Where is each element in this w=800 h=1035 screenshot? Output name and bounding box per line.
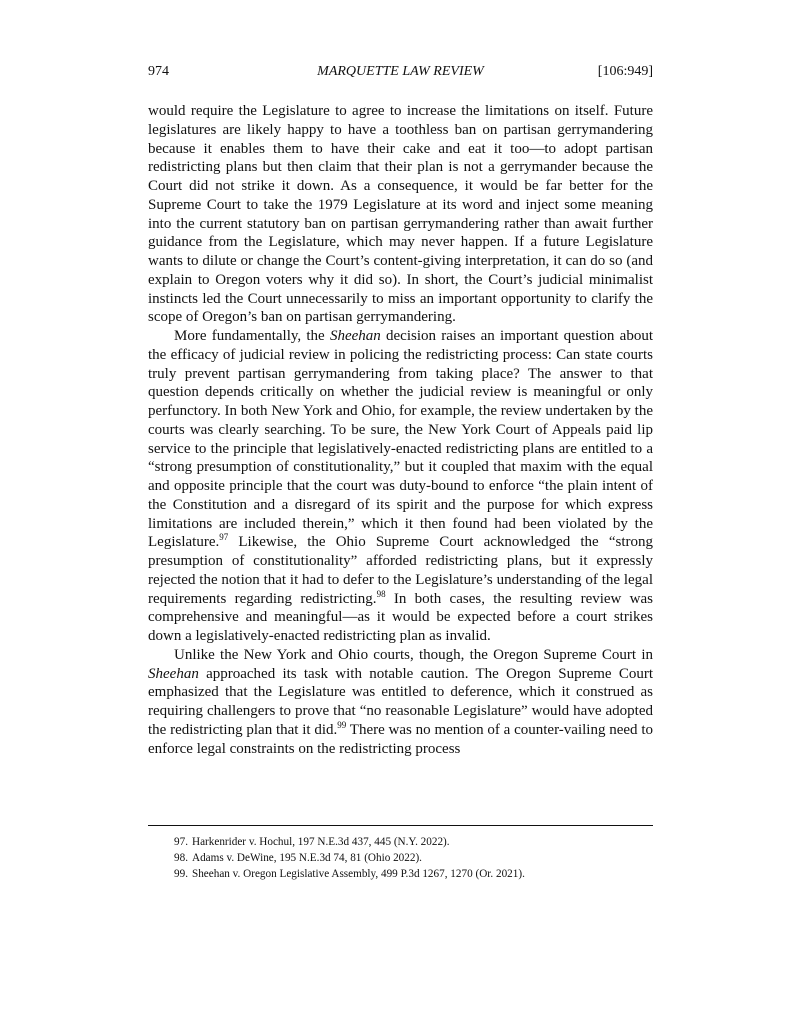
journal-title: MARQUETTE LAW REVIEW: [317, 64, 484, 79]
body-paragraph: [148, 102, 653, 327]
page-number: 974: [148, 64, 169, 79]
paragraph-text: decision raises an important question about the efficacy of judicial review in policing the redistricting process: Can state courts truly prevent partisan gerrymandering from taking place? The answer to that question depends critically on whether the judicial review is meaningful or only perfunctory. In both New York and Ohio, for example, the review undertaken by the courts was clearly searching. To be sure, the New York Court of Appeals paid lip service to the principle that legislatively-enacted redistricting plans are entitled to a “strong presumption of constitutionality,” but it coupled that maxim with the equal and opposite principle that the court was duty-bound to enforce “the plain intent of the Constitution and a disregard of its spirit and the purpose for which express limitations are included therein,” which it then found had been violated by the Legislature.: [148, 328, 653, 551]
footnote-text: Sheehan v. Oregon Legislative Assembly, 499 P.3d 1267, 1270 (Or. 2021).: [191, 868, 525, 880]
paragraph-text: There was no mention of a counter-vailing need to enforce legal constraints on the redistricting process: [148, 721, 653, 757]
footnote-text: Harkenrider v. Hochul, 197 N.E.3d 437, 445 (N.Y. 2022).: [191, 836, 450, 848]
paragraph-text: approached its task with notable caution. The Oregon Supreme Court emphasized that the Legislature was entitled to deference, which it construed as requiring challengers to prove that “no reasonable Legislature” would have adopted the redistricting plan that it did.: [148, 665, 653, 738]
footnote-number: 98.: [174, 852, 188, 864]
footnotes: [148, 834, 653, 882]
footnote-reference: 98: [376, 588, 386, 599]
case-name-italic: Sheehan: [148, 665, 199, 682]
volume-citation: [106:949]: [597, 64, 653, 79]
footnote-number: 97.: [174, 836, 188, 848]
body-paragraph: [148, 646, 653, 759]
footnote-text: Adams v. DeWine, 195 N.E.3d 74, 81 (Ohio 2022).: [191, 852, 422, 864]
paragraph-text: More fundamentally, the: [174, 328, 330, 344]
footnote: [148, 850, 653, 866]
paragraph-text: would require the Legislature to agree to increase the limitations on itself. Future legislatures are likely happy to have a toothless ban on partisan gerrymandering because it enables them to have their cake and eat it too—to adopt partisan redistricting plans but then claim that their plan is not a gerrymander because the Court did not strike it down. As a consequence, it would be far better for the Supreme Court to take the 1979 Legislature at its word and inject some meaning into the current statutory ban on partisan gerrymandering rather than await further guidance from the Legislature, which may never happen. If a future Legislature wants to dilute or change the Court’s content-giving interpretation, it can do so (and explain to Oregon voters why it did so). In short, the Court’s judicial minimalist instincts led the Court unnecessarily to miss an important opportunity to clarify the scope of Oregon’s ban on partisan gerrymandering.: [148, 103, 653, 326]
body-paragraph: [148, 327, 653, 646]
paragraph-text: Likewise, the Ohio Supreme Court acknowledged the “strong presumption of constitutionality” afforded redistricting plans, but it expressly rejected the notion that it had to defer to the Legislature’s understanding of the legal requirements regarding redistricting.: [148, 534, 653, 607]
footnote-reference: 99: [337, 719, 347, 730]
footnote-number: 99.: [174, 868, 188, 880]
footnote: [148, 834, 653, 850]
paragraph-text: In both cases, the resulting review was comprehensive and meaningful—as it would be expected before a court strikes down a legislatively-enacted redistricting plan as invalid.: [148, 590, 653, 644]
case-name-italic: Sheehan: [329, 328, 381, 344]
footnote-divider: [148, 825, 653, 826]
body-text: [148, 102, 653, 758]
footnote: [148, 866, 653, 882]
footnote-reference: 97: [219, 532, 229, 543]
running-header: [148, 63, 653, 81]
paragraph-text: Unlike the New York and Ohio courts, though, the Oregon Supreme Court in: [174, 646, 653, 663]
